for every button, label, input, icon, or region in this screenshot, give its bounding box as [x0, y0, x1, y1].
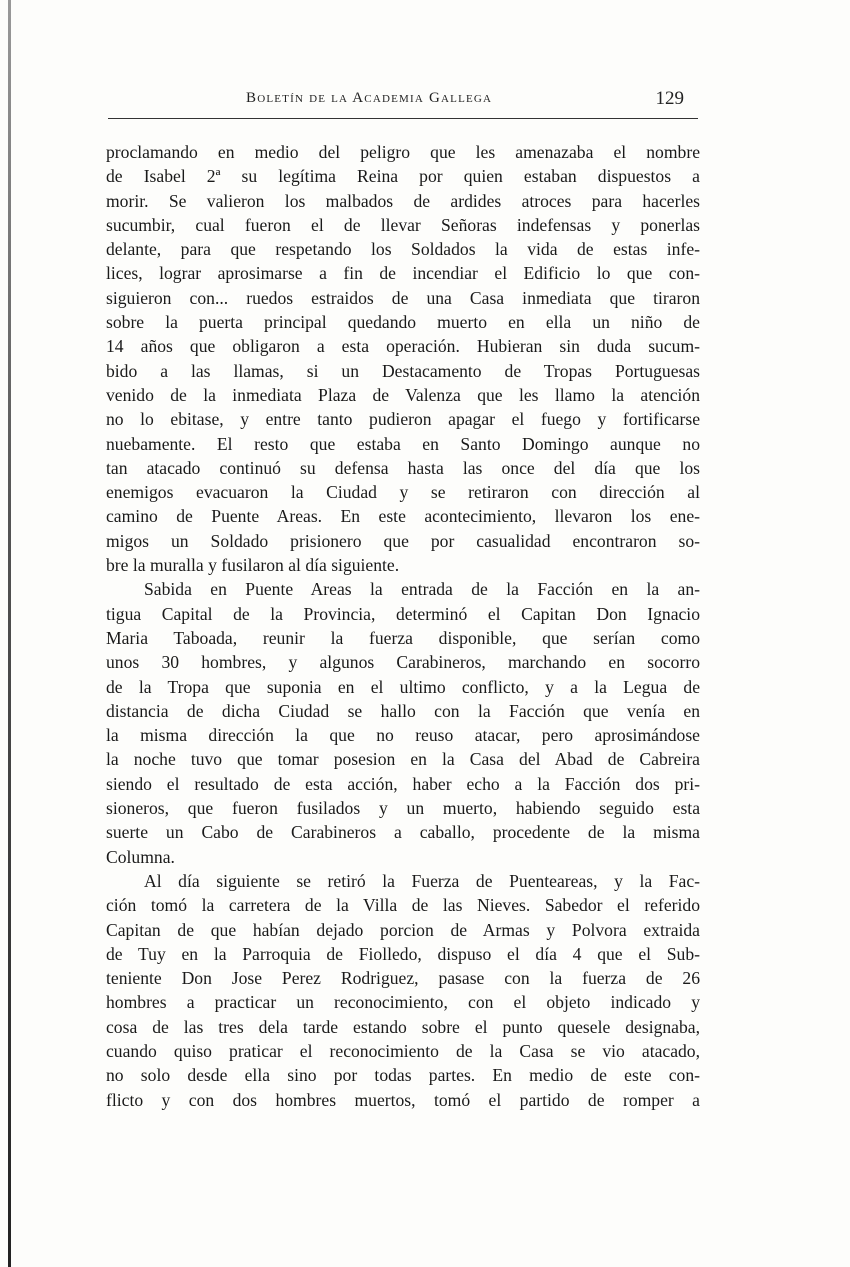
- text-line: no lo ebitase, y entre tanto pudieron apagar el fuego y fortificarse: [106, 409, 700, 430]
- running-title: Boletín de la Academia Gallega: [246, 90, 493, 106]
- text-line: siendo el resultado de esta acción, haber echo a la Facción dos pri-: [106, 773, 700, 794]
- text-line: suerte un Cabo de Carabineros a caballo, procedente de la misma: [106, 822, 700, 843]
- paragraph-end-line: Columna.: [106, 846, 175, 867]
- text-line: proclamando en medio del peligro que les amenazaba el nombre: [106, 142, 700, 162]
- text-line: la noche tuvo que tomar posesion en la Casa del Abad de Cabreira: [106, 749, 700, 770]
- text-line: lices, lograr aprosimarse a fin de incendiar el Edificio lo que con-: [106, 263, 700, 284]
- text-line: camino de Puente Areas. En este acontecimiento, llevaron los ene-: [106, 506, 700, 527]
- text-line: cosa de las tres dela tarde estando sobre el punto quesele designaba,: [106, 1016, 700, 1037]
- text-line: sobre la puerta principal quedando muerto en ella un niño de: [106, 312, 700, 333]
- page-binding-edge: [8, 0, 11, 1267]
- paragraph-start-line: Sabida en Puente Areas la entrada de la Facción en la an-: [144, 579, 700, 600]
- text-line: migos un Soldado prisionero que por casualidad encontraron so-: [106, 530, 700, 551]
- text-line: la misma dirección la que no reuso atacar, pero aprosimándose: [106, 725, 700, 746]
- text-line: hombres a practicar un reconocimiento, con el objeto indicado y: [106, 992, 700, 1013]
- text-line: distancia de dicha Ciudad se hallo con la Facción que venía en: [106, 700, 700, 721]
- text-line: Maria Taboada, reunir la fuerza disponible, que serían como: [106, 627, 700, 648]
- text-line: enemigos evacuaron la Ciudad y se retiraron con dirección al: [106, 482, 700, 503]
- text-line: no solo desde ella sino por todas partes. En medio de este con-: [106, 1065, 700, 1086]
- header-rule: [108, 118, 698, 119]
- paragraph-start-line: Al día siguiente se retiró la Fuerza de Puenteareas, y la Fac-: [144, 870, 700, 891]
- text-line: flicto y con dos hombres muertos, tomó el partido de romper a: [106, 1089, 700, 1110]
- text-line: venido de la inmediata Plaza de Valenza que les llamo la atención: [106, 384, 700, 405]
- text-line: sucumbir, cual fueron el de llevar Señoras indefensas y ponerlas: [106, 214, 700, 235]
- text-line: tigua Capital de la Provincia, determinó el Capitan Don Ignacio: [106, 603, 700, 624]
- text-line: tan atacado continuó su defensa hasta las once del día que los: [106, 457, 700, 478]
- text-line: teniente Don Jose Perez Rodriguez, pasase con la fuerza de 26: [106, 968, 700, 989]
- text-line: de la Tropa que suponia en el ultimo conflicto, y a la Legua de: [106, 676, 700, 697]
- text-line: nuebamente. El resto que estaba en Santo Domingo aunque no: [106, 433, 700, 454]
- text-line: unos 30 hombres, y algunos Carabineros, marchando en socorro: [106, 652, 700, 673]
- text-line: 14 años que obligaron a esta operación. Hubieran sin duda sucum-: [106, 336, 700, 357]
- text-line: sioneros, que fueron fusilados y un muerto, habiendo seguido esta: [106, 798, 700, 819]
- text-line: delante, para que respetando los Soldados la vida de estas infe-: [106, 239, 700, 260]
- text-line: Capitan de que habían dejado porcion de Armas y Polvora extraida: [106, 919, 700, 940]
- text-line: de Isabel 2ª su legítima Reina por quien estaban dispuestos a: [106, 166, 700, 187]
- body-text: [106, 140, 700, 1112]
- text-line: bido a las llamas, si un Destacamento de Tropas Portuguesas: [106, 360, 700, 381]
- page-number: 129: [655, 88, 684, 109]
- page-header: [108, 90, 698, 120]
- text-line: cuando quiso praticar el reconocimiento de la Casa se vio atacado,: [106, 1040, 700, 1061]
- text-line: morir. Se valieron los malbados de ardides atroces para hacerles: [106, 190, 700, 211]
- text-line: de Tuy en la Parroquia de Fiolledo, dispuso el día 4 que el Sub-: [106, 943, 700, 964]
- text-line: ción tomó la carretera de la Villa de las Nieves. Sabedor el referido: [106, 895, 700, 916]
- paragraph-end-line: bre la muralla y fusilaron al día siguiente.: [106, 555, 400, 576]
- text-line: siguieron con... ruedos estraidos de una Casa inmediata que tiraron: [106, 287, 700, 308]
